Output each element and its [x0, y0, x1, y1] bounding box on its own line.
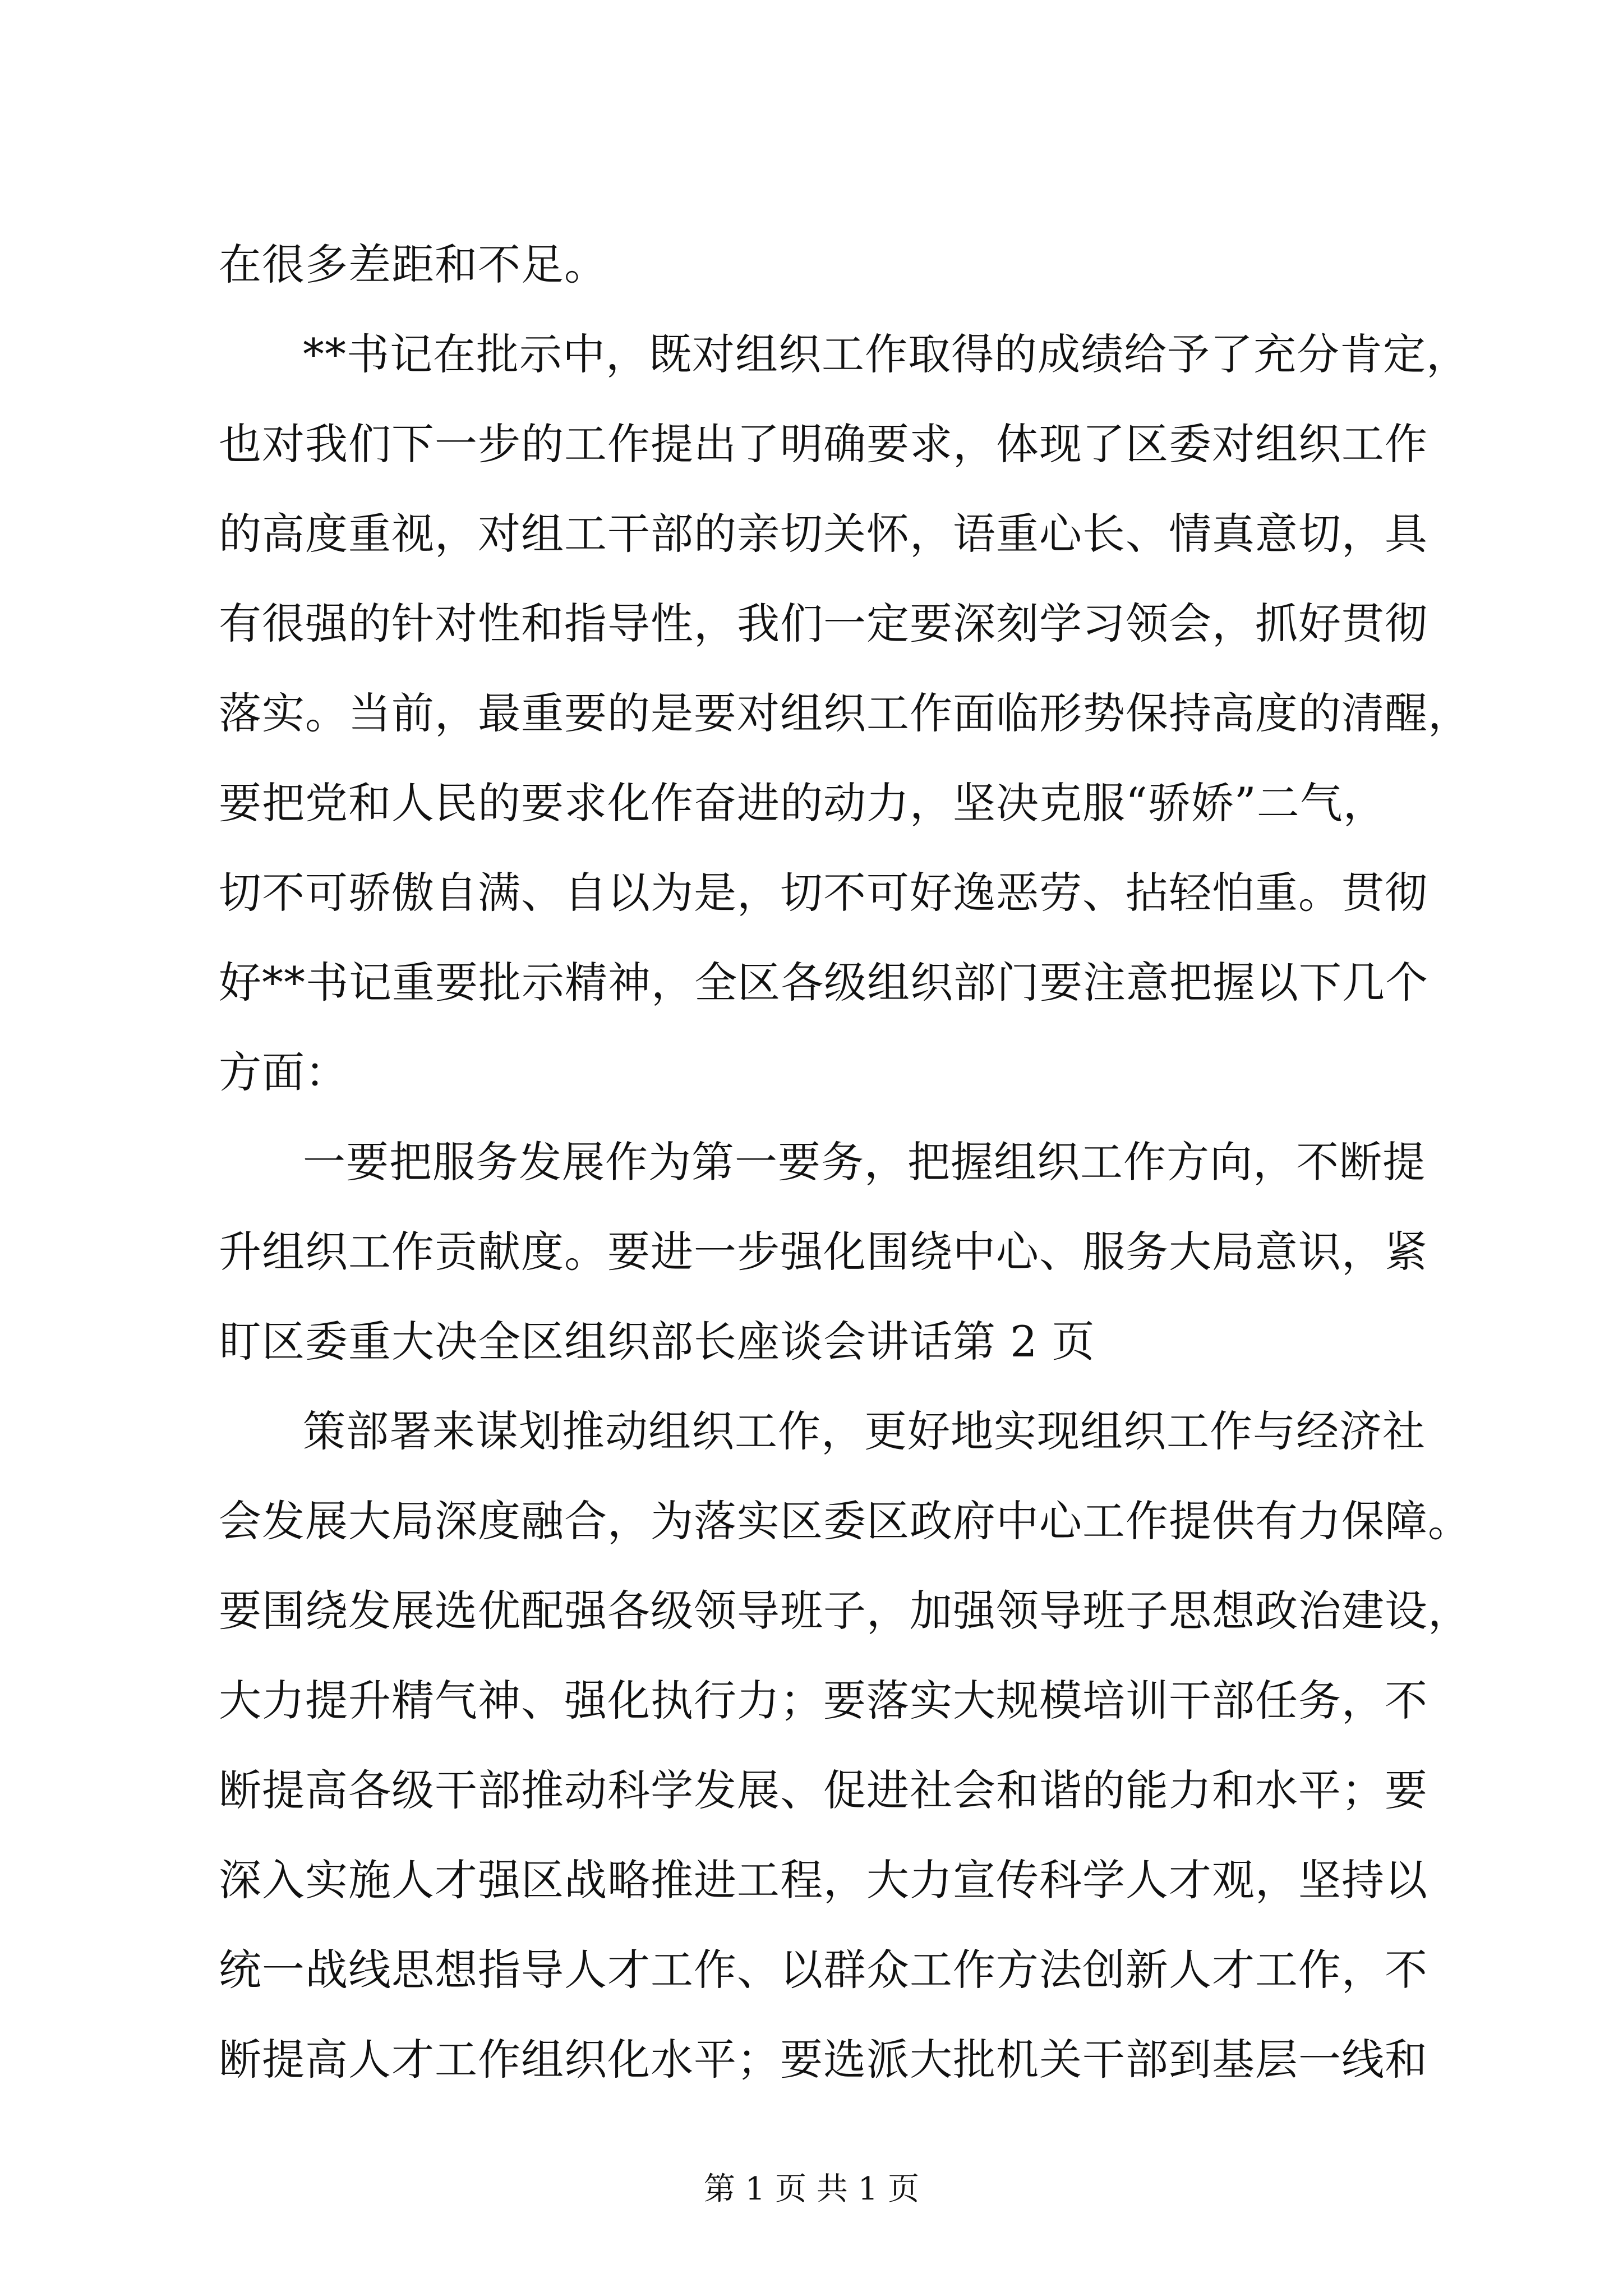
body-line-4: 的高度重视，对组工干部的亲切关怀，语重心长、情真意切，具 [219, 509, 1428, 559]
body-line-1: 在很多差距和不足。 [219, 240, 607, 289]
body-line-8: 切不可骄傲自满、自以为是，切不可好逸恶劳、拈轻怕重。贯彻 [219, 868, 1428, 918]
body-line-21: 断提高人才工作组织化水平；要选派大批机关干部到基层一线和 [219, 2035, 1428, 2085]
body-line-16: 要围绕发展选优配强各级领导班子，加强领导班子思想政治建设， [219, 1586, 1471, 1636]
body-line-15: 会发展大局深度融合，为落实区委区政府中心工作提供有力保障。 [219, 1496, 1471, 1546]
body-line-7: 要把党和人民的要求化作奋进的动力，坚决克服“骄娇”二气， [219, 778, 1386, 828]
body-line-18: 断提高各级干部推动科学发展、促进社会和谐的能力和水平；要 [219, 1765, 1428, 1815]
body-line-9: 好**书记重要批示精神，全区各级组织部门要注意把握以下几个 [219, 958, 1428, 1007]
body-line-10: 方面： [219, 1047, 348, 1097]
body-line-6: 落实。当前，最重要的是要对组织工作面临形势保持高度的清醒， [219, 688, 1471, 738]
body-line-19: 深入实施人才强区战略推进工程，大力宣传科学人才观，坚持以 [219, 1855, 1428, 1905]
body-line-13: 盯区委重大决全区组织部长座谈会讲话第 2 页 [219, 1317, 1095, 1366]
body-line-3: 也对我们下一步的工作提出了明确要求，体现了区委对组织工作 [219, 419, 1428, 469]
body-line-2: **书记在批示中，既对组织工作取得的成绩给予了充分肯定， [303, 329, 1469, 379]
body-line-11: 一要把服务发展作为第一要务，把握组织工作方向，不断提 [303, 1137, 1426, 1187]
body-line-5: 有很强的针对性和指导性，我们一定要深刻学习领会，抓好贯彻 [219, 599, 1428, 648]
body-line-20: 统一战线思想指导人才工作、以群众工作方法创新人才工作，不 [219, 1945, 1428, 1995]
body-line-14: 策部署来谋划推动组织工作，更好地实现组织工作与经济社 [303, 1406, 1426, 1456]
body-line-17: 大力提升精气神、强化执行力；要落实大规模培训干部任务，不 [219, 1676, 1428, 1726]
page-footer: 第 1 页 共 1 页 [703, 2171, 920, 2207]
body-line-12: 升组织工作贡献度。要进一步强化围绕中心、服务大局意识，紧 [219, 1227, 1428, 1277]
